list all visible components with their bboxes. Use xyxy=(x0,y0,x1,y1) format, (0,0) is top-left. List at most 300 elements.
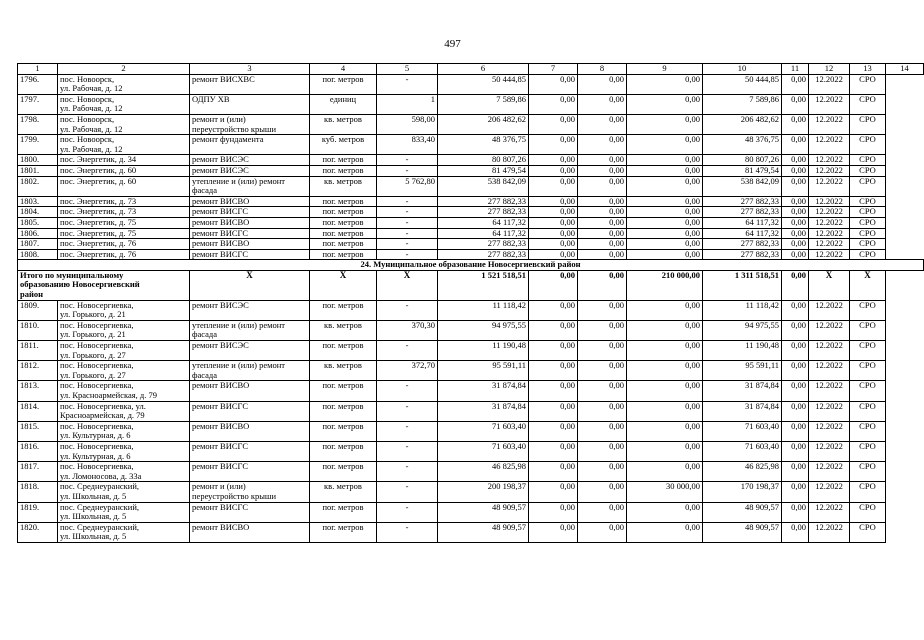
value-cell: 0,00 xyxy=(782,502,809,522)
address-cell xyxy=(58,522,190,542)
method-cell: СРО xyxy=(850,114,886,134)
work-type-cell xyxy=(190,482,310,502)
cell-line: ул. Культурная, д. 6 xyxy=(60,450,131,461)
row-number: 1814. xyxy=(18,401,58,421)
total-row xyxy=(18,270,924,300)
value-cell: 48 909,57 xyxy=(703,502,782,522)
cell-line: пос. Новосергиевка, xyxy=(60,319,134,330)
value-cell: 0,00 xyxy=(529,361,578,381)
total-x-cell: X xyxy=(190,270,310,300)
value-cell: 0,00 xyxy=(627,196,703,207)
cell-line: пос. Энергетик, д. 73 xyxy=(60,195,137,206)
section-title: 24. Муниципальное образование Новосергиевский район xyxy=(18,260,924,271)
cell-line: ул. Школьная, д. 5 xyxy=(60,511,127,522)
cell-line: ул. Красноармейская, д. 79 xyxy=(60,390,158,400)
total-cost-cell: 31 874,84 xyxy=(438,381,529,401)
deadline-cell: 12.2022 xyxy=(809,401,850,421)
total-value-cell: 210 000,00 xyxy=(627,270,703,300)
value-cell: 31 874,84 xyxy=(703,401,782,421)
row-number: 1816. xyxy=(18,441,58,461)
method-cell: СРО xyxy=(850,522,886,542)
value-cell: 0,00 xyxy=(578,482,627,502)
value-cell: 71 603,40 xyxy=(703,421,782,441)
total-cost-cell: 277 882,33 xyxy=(438,196,529,207)
work-type-cell xyxy=(190,522,310,542)
method-cell: СРО xyxy=(850,217,886,228)
quantity-cell: - xyxy=(377,341,438,361)
work-type-cell xyxy=(190,196,310,207)
work-type-cell xyxy=(190,155,310,166)
value-cell: 50 444,85 xyxy=(703,74,782,94)
table-row xyxy=(18,401,924,421)
cell-line: пос. Новосергиевка, ул. xyxy=(60,400,146,411)
table-row xyxy=(18,381,924,401)
total-cost-cell: 31 874,84 xyxy=(438,401,529,421)
quantity-cell: - xyxy=(377,228,438,239)
value-cell: 0,00 xyxy=(578,217,627,228)
quantity-cell: - xyxy=(377,196,438,207)
cell-line: ремонт ВИСГС xyxy=(192,461,248,472)
value-cell: 0,00 xyxy=(627,361,703,381)
address-cell xyxy=(58,421,190,441)
section-row xyxy=(18,260,924,271)
value-cell: 30 000,00 xyxy=(627,482,703,502)
method-cell: СРО xyxy=(850,176,886,196)
unit-cell: пог. метров xyxy=(310,421,377,441)
address-cell xyxy=(58,462,190,482)
address-cell xyxy=(58,74,190,94)
cell-line: ул. Рабочая, д. 12 xyxy=(60,123,123,134)
value-cell: 0,00 xyxy=(782,74,809,94)
value-cell: 0,00 xyxy=(529,401,578,421)
quantity-cell: - xyxy=(377,381,438,401)
work-type-cell xyxy=(190,165,310,176)
cell-line: ул. Культурная, д. 6 xyxy=(60,430,131,441)
cell-line: ремонт и (или) xyxy=(192,481,246,492)
total-cost-cell: 64 117,32 xyxy=(438,217,529,228)
value-cell: 7 589,86 xyxy=(703,94,782,114)
unit-cell: пог. метров xyxy=(310,401,377,421)
value-cell: 0,00 xyxy=(627,74,703,94)
row-number: 1813. xyxy=(18,381,58,401)
table-row xyxy=(18,502,924,522)
value-cell: 0,00 xyxy=(578,196,627,207)
work-type-cell xyxy=(190,462,310,482)
page-number: 497 xyxy=(444,38,461,50)
value-cell: 0,00 xyxy=(627,441,703,461)
value-cell: 0,00 xyxy=(782,207,809,218)
unit-cell: пог. метров xyxy=(310,165,377,176)
deadline-cell: 12.2022 xyxy=(809,300,850,320)
cell-line: пос. Энергетик, д. 73 xyxy=(60,206,137,217)
value-cell: 0,00 xyxy=(782,217,809,228)
cell-line: пос. Новосергиевка, xyxy=(60,440,134,451)
cell-line: ремонт ВИСВО xyxy=(192,420,250,431)
unit-cell: пог. метров xyxy=(310,249,377,260)
quantity-cell: 372,70 xyxy=(377,361,438,381)
value-cell: 170 198,37 xyxy=(703,482,782,502)
value-cell: 277 882,33 xyxy=(703,239,782,250)
work-type-cell xyxy=(190,94,310,114)
unit-cell: пог. метров xyxy=(310,196,377,207)
cell-line: ремонт ВИСГС xyxy=(192,440,248,451)
cell-line: ремонт ВИСЭС xyxy=(192,340,249,351)
value-cell: 0,00 xyxy=(578,74,627,94)
value-cell: 0,00 xyxy=(627,114,703,134)
value-cell: 0,00 xyxy=(627,381,703,401)
value-cell: 0,00 xyxy=(627,421,703,441)
cell-line: пос. Новоорск, xyxy=(60,134,115,145)
value-cell: 0,00 xyxy=(782,239,809,250)
value-cell: 0,00 xyxy=(627,462,703,482)
cell-line: ремонт ВИСЭС xyxy=(192,164,249,175)
method-cell: СРО xyxy=(850,441,886,461)
unit-cell: пог. метров xyxy=(310,381,377,401)
cell-line: ремонт ВИСВО xyxy=(192,380,250,391)
value-cell: 0,00 xyxy=(627,135,703,155)
address-cell xyxy=(58,341,190,361)
address-cell xyxy=(58,114,190,134)
value-cell: 0,00 xyxy=(529,165,578,176)
value-cell: 0,00 xyxy=(782,421,809,441)
total-cost-cell: 11 118,42 xyxy=(438,300,529,320)
cell-line: пос. Новосергиевка, xyxy=(60,340,134,351)
deadline-cell: 12.2022 xyxy=(809,320,850,340)
value-cell: 95 591,11 xyxy=(703,361,782,381)
total-x-cell: X xyxy=(377,270,438,300)
quantity-cell: 1 xyxy=(377,94,438,114)
value-cell: 0,00 xyxy=(782,361,809,381)
value-cell: 0,00 xyxy=(782,94,809,114)
unit-cell: кв. метров xyxy=(310,176,377,196)
column-header: 14 xyxy=(886,64,924,75)
cell-line: Красноармейская, д. 79 xyxy=(60,410,145,421)
address-cell xyxy=(58,502,190,522)
quantity-cell: - xyxy=(377,165,438,176)
method-cell: СРО xyxy=(850,341,886,361)
table-row xyxy=(18,207,924,218)
column-header: 6 xyxy=(438,64,529,75)
table-row xyxy=(18,421,924,441)
quantity-cell: - xyxy=(377,482,438,502)
row-number: 1804. xyxy=(18,207,58,218)
row-number: 1799. xyxy=(18,135,58,155)
column-header: 7 xyxy=(529,64,578,75)
address-cell xyxy=(58,300,190,320)
table-row xyxy=(18,361,924,381)
method-cell: СРО xyxy=(850,249,886,260)
cell-line: фасада xyxy=(192,185,218,196)
deadline-cell: 12.2022 xyxy=(809,176,850,196)
total-value-cell: 0,00 xyxy=(529,270,578,300)
cell-line: пос. Энергетик, д. 60 xyxy=(60,175,137,186)
deadline-cell: 12.2022 xyxy=(809,441,850,461)
value-cell: 277 882,33 xyxy=(703,207,782,218)
address-cell xyxy=(58,196,190,207)
repair-program-table xyxy=(17,63,924,543)
value-cell: 0,00 xyxy=(627,320,703,340)
value-cell: 0,00 xyxy=(578,207,627,218)
cell-line: переустройство крыши xyxy=(192,490,277,501)
value-cell: 0,00 xyxy=(627,207,703,218)
table-row xyxy=(18,94,924,114)
work-type-cell xyxy=(190,114,310,134)
table-row xyxy=(18,228,924,239)
total-cost-cell: 81 479,54 xyxy=(438,165,529,176)
deadline-cell: 12.2022 xyxy=(809,381,850,401)
deadline-cell: 12.2022 xyxy=(809,462,850,482)
value-cell: 0,00 xyxy=(529,176,578,196)
total-cost-cell: 64 117,32 xyxy=(438,228,529,239)
unit-cell: кв. метров xyxy=(310,114,377,134)
table-row xyxy=(18,217,924,228)
value-cell: 0,00 xyxy=(529,441,578,461)
column-header: 3 xyxy=(190,64,310,75)
table-row xyxy=(18,196,924,207)
value-cell: 0,00 xyxy=(627,228,703,239)
cell-line: ремонт ВИСВО xyxy=(192,195,250,206)
method-cell: СРО xyxy=(850,94,886,114)
value-cell: 0,00 xyxy=(578,462,627,482)
address-cell xyxy=(58,155,190,166)
value-cell: 0,00 xyxy=(782,401,809,421)
method-cell: СРО xyxy=(850,165,886,176)
cell-line: ремонт ВИСХВС xyxy=(192,73,255,84)
table-row xyxy=(18,249,924,260)
quantity-cell: - xyxy=(377,502,438,522)
work-type-cell xyxy=(190,239,310,250)
value-cell: 0,00 xyxy=(627,522,703,542)
value-cell: 64 117,32 xyxy=(703,228,782,239)
work-type-cell xyxy=(190,421,310,441)
address-cell xyxy=(58,401,190,421)
address-cell xyxy=(58,165,190,176)
quantity-cell: 370,30 xyxy=(377,320,438,340)
unit-cell: единиц xyxy=(310,94,377,114)
value-cell: 0,00 xyxy=(529,228,578,239)
work-type-cell xyxy=(190,320,310,340)
value-cell: 0,00 xyxy=(578,341,627,361)
total-cost-cell: 71 603,40 xyxy=(438,421,529,441)
cell-line: пос. Новоорск, xyxy=(60,93,115,104)
table-row xyxy=(18,176,924,196)
cell-line: пос. Среднеуранский, xyxy=(60,521,139,532)
cell-line: ремонт ВИСГС xyxy=(192,248,248,259)
value-cell: 0,00 xyxy=(627,341,703,361)
row-number: 1812. xyxy=(18,361,58,381)
value-cell: 0,00 xyxy=(529,522,578,542)
value-cell: 0,00 xyxy=(529,341,578,361)
total-cost-cell: 46 825,98 xyxy=(438,462,529,482)
cell-line: пос. Новоорск, xyxy=(60,73,115,84)
row-number: 1807. xyxy=(18,239,58,250)
value-cell: 0,00 xyxy=(782,441,809,461)
value-cell: 0,00 xyxy=(627,217,703,228)
cell-line: ремонт фундамента xyxy=(192,134,264,145)
work-type-cell xyxy=(190,502,310,522)
table-row xyxy=(18,155,924,166)
deadline-cell: 12.2022 xyxy=(809,165,850,176)
value-cell: 0,00 xyxy=(627,176,703,196)
quantity-cell: - xyxy=(377,522,438,542)
column-header: 10 xyxy=(703,64,782,75)
cell-line: ремонт ВИСВО xyxy=(192,238,250,249)
value-cell: 0,00 xyxy=(782,300,809,320)
value-cell: 0,00 xyxy=(782,341,809,361)
method-cell: СРО xyxy=(850,462,886,482)
table-row xyxy=(18,300,924,320)
value-cell: 0,00 xyxy=(578,155,627,166)
total-cost-cell: 50 444,85 xyxy=(438,74,529,94)
quantity-cell: - xyxy=(377,239,438,250)
unit-cell: пог. метров xyxy=(310,228,377,239)
table-row xyxy=(18,114,924,134)
value-cell: 0,00 xyxy=(578,176,627,196)
row-number: 1805. xyxy=(18,217,58,228)
cell-line: Итого по муниципальному xyxy=(20,269,124,280)
work-type-cell xyxy=(190,361,310,381)
total-cost-cell: 94 975,55 xyxy=(438,320,529,340)
deadline-cell: 12.2022 xyxy=(809,217,850,228)
cell-line: ремонт ВИСГС xyxy=(192,400,248,411)
quantity-cell: 598,00 xyxy=(377,114,438,134)
column-header: 1 xyxy=(18,64,58,75)
cell-line: ремонт и (или) xyxy=(192,113,246,124)
total-cost-cell: 200 198,37 xyxy=(438,482,529,502)
total-value-cell: 0,00 xyxy=(782,270,809,300)
value-cell: 0,00 xyxy=(529,381,578,401)
cell-line: пос. Новоорск, xyxy=(60,113,115,124)
row-number: 1796. xyxy=(18,74,58,94)
value-cell: 0,00 xyxy=(782,462,809,482)
value-cell: 0,00 xyxy=(782,114,809,134)
cell-line: ремонт ВИСВО xyxy=(192,521,250,532)
quantity-cell: - xyxy=(377,207,438,218)
column-header: 8 xyxy=(578,64,627,75)
row-number: 1811. xyxy=(18,341,58,361)
value-cell: 0,00 xyxy=(627,165,703,176)
cell-line: образованию Новосергиевский xyxy=(20,279,140,290)
value-cell: 0,00 xyxy=(627,502,703,522)
deadline-cell: 12.2022 xyxy=(809,196,850,207)
row-number: 1810. xyxy=(18,320,58,340)
cell-line: пос. Энергетик, д. 34 xyxy=(60,154,137,165)
total-cost-cell: 7 589,86 xyxy=(438,94,529,114)
cell-line: ул. Ломоносова, д. 33а xyxy=(60,470,142,481)
row-number: 1797. xyxy=(18,94,58,114)
quantity-cell: - xyxy=(377,155,438,166)
method-cell: СРО xyxy=(850,482,886,502)
quantity-cell: - xyxy=(377,421,438,441)
method-cell: СРО xyxy=(850,239,886,250)
method-cell: СРО xyxy=(850,421,886,441)
value-cell: 0,00 xyxy=(529,421,578,441)
value-cell: 46 825,98 xyxy=(703,462,782,482)
value-cell: 0,00 xyxy=(782,196,809,207)
table-row xyxy=(18,74,924,94)
value-cell: 206 482,62 xyxy=(703,114,782,134)
value-cell: 0,00 xyxy=(529,196,578,207)
quantity-cell: 833,40 xyxy=(377,135,438,155)
method-cell: СРО xyxy=(850,74,886,94)
cell-line: ремонт ВИСГС xyxy=(192,501,248,512)
unit-cell: пог. метров xyxy=(310,502,377,522)
row-number: 1819. xyxy=(18,502,58,522)
method-cell: СРО xyxy=(850,300,886,320)
method-cell: СРО xyxy=(850,381,886,401)
work-type-cell xyxy=(190,135,310,155)
value-cell: 94 975,55 xyxy=(703,320,782,340)
value-cell: 31 874,84 xyxy=(703,381,782,401)
row-number: 1820. xyxy=(18,522,58,542)
value-cell: 11 118,42 xyxy=(703,300,782,320)
value-cell: 0,00 xyxy=(529,320,578,340)
work-type-cell xyxy=(190,228,310,239)
value-cell: 0,00 xyxy=(578,522,627,542)
value-cell: 0,00 xyxy=(578,421,627,441)
unit-cell: кв. метров xyxy=(310,320,377,340)
quantity-cell: - xyxy=(377,401,438,421)
value-cell: 0,00 xyxy=(529,217,578,228)
address-cell xyxy=(58,361,190,381)
row-number: 1808. xyxy=(18,249,58,260)
value-cell: 80 807,26 xyxy=(703,155,782,166)
value-cell: 81 479,54 xyxy=(703,165,782,176)
value-cell: 0,00 xyxy=(529,74,578,94)
row-number: 1806. xyxy=(18,228,58,239)
value-cell: 0,00 xyxy=(578,228,627,239)
value-cell: 0,00 xyxy=(578,249,627,260)
value-cell: 0,00 xyxy=(529,462,578,482)
row-number: 1815. xyxy=(18,421,58,441)
table-row xyxy=(18,462,924,482)
method-cell: СРО xyxy=(850,228,886,239)
cell-line: ул. Горького, д. 21 xyxy=(60,329,126,340)
deadline-cell: 12.2022 xyxy=(809,74,850,94)
total-x-cell: X xyxy=(850,270,886,300)
value-cell: 71 603,40 xyxy=(703,441,782,461)
value-cell: 0,00 xyxy=(529,249,578,260)
value-cell: 0,00 xyxy=(578,502,627,522)
total-value-cell: 1 311 518,51 xyxy=(703,270,782,300)
value-cell: 538 842,09 xyxy=(703,176,782,196)
value-cell: 0,00 xyxy=(782,320,809,340)
cell-line: пос. Энергетик, д. 60 xyxy=(60,164,137,175)
unit-cell: пог. метров xyxy=(310,522,377,542)
value-cell: 0,00 xyxy=(529,300,578,320)
deadline-cell: 12.2022 xyxy=(809,239,850,250)
deadline-cell: 12.2022 xyxy=(809,114,850,134)
total-cost-cell: 277 882,33 xyxy=(438,207,529,218)
value-cell: 0,00 xyxy=(782,228,809,239)
value-cell: 48 376,75 xyxy=(703,135,782,155)
address-cell xyxy=(58,207,190,218)
total-cost-cell: 11 190,48 xyxy=(438,341,529,361)
work-type-cell xyxy=(190,217,310,228)
cell-line: пос. Новосергиевка, xyxy=(60,461,134,472)
value-cell: 0,00 xyxy=(782,155,809,166)
value-cell: 0,00 xyxy=(782,135,809,155)
value-cell: 0,00 xyxy=(782,482,809,502)
cell-line: пос. Новосергиевка, xyxy=(60,299,134,310)
deadline-cell: 12.2022 xyxy=(809,341,850,361)
work-type-cell xyxy=(190,381,310,401)
deadline-cell: 12.2022 xyxy=(809,249,850,260)
cell-line: пос. Энергетик, д. 75 xyxy=(60,216,137,227)
value-cell: 0,00 xyxy=(529,155,578,166)
table-row xyxy=(18,135,924,155)
table-row xyxy=(18,165,924,176)
